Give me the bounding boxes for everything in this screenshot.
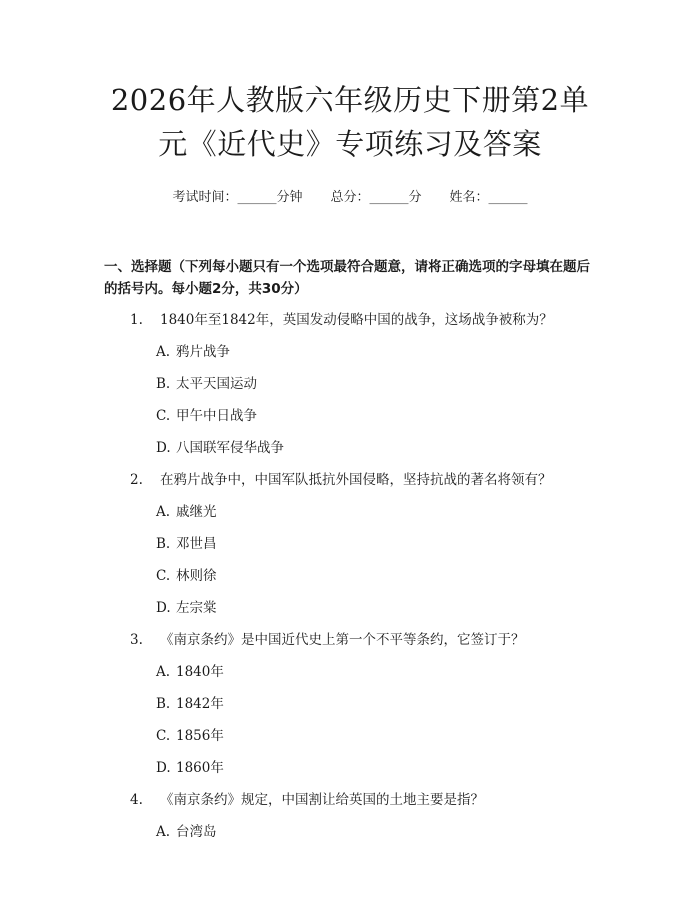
question-number: 3.: [130, 632, 143, 648]
question-number: 4.: [130, 792, 143, 808]
option-text: 甲午中日战争: [176, 408, 257, 424]
option-3b: [104, 693, 596, 716]
option-letter: C.: [156, 568, 171, 584]
option-text: 鸦片战争: [176, 344, 230, 360]
name-field: 姓名：______: [449, 190, 528, 205]
option-letter: C.: [156, 728, 171, 744]
option-1c: [104, 405, 596, 428]
page-title: 2026年人教版六年级历史下册第2单元《近代史》专项练习及答案: [110, 83, 590, 161]
option-text: 台湾岛: [176, 824, 217, 840]
option-text: 1860年: [176, 760, 224, 776]
option-text: 林则徐: [176, 568, 217, 584]
option-text: 1842年: [176, 696, 224, 712]
option-3d: [104, 757, 596, 780]
question-1: [104, 309, 596, 332]
question-text: 《南京条约》规定，中国割让给英国的土地主要是指？: [160, 792, 484, 808]
option-1d: [104, 437, 596, 460]
option-text: 戚继光: [176, 504, 217, 520]
option-2b: [104, 533, 596, 556]
option-letter: A.: [156, 504, 171, 520]
question-number: 2.: [130, 472, 143, 488]
question-number: 1.: [130, 312, 143, 328]
option-letter: D.: [156, 760, 171, 776]
exam-time-field: 考试时间：______分钟: [172, 190, 303, 205]
section-heading: 一、选择题（下列每小题只有一个选项最符合题意，请将正确选项的字母填在题后的括号内。每小题2分，共30分）: [104, 259, 590, 297]
option-text: 邓世昌: [176, 536, 217, 552]
option-text: 左宗棠: [176, 600, 217, 616]
option-letter: B.: [156, 696, 171, 712]
option-letter: A.: [156, 824, 171, 840]
option-letter: D.: [156, 440, 171, 456]
option-letter: B.: [156, 376, 171, 392]
option-letter: B.: [156, 536, 171, 552]
question-4: [104, 789, 596, 812]
option-text: 1856年: [176, 728, 224, 744]
option-3a: [104, 661, 596, 684]
option-letter: C.: [156, 408, 171, 424]
question-text: 1840年至1842年，英国发动侵略中国的战争，这场战争被称为？: [160, 312, 553, 328]
option-text: 八国联军侵华战争: [176, 440, 284, 456]
option-1b: [104, 373, 596, 396]
option-2c: [104, 565, 596, 588]
total-score-field: 总分：______分: [330, 190, 422, 205]
question-text: 在鸦片战争中，中国军队抵抗外国侵略，坚持抗战的著名将领有？: [160, 472, 552, 488]
option-3c: [104, 725, 596, 748]
question-2: [104, 469, 596, 492]
option-text: 1840年: [176, 664, 224, 680]
option-1a: [104, 341, 596, 364]
question-text: 《南京条约》是中国近代史上第一个不平等条约，它签订于？: [160, 632, 525, 648]
question-3: [104, 629, 596, 652]
option-2d: [104, 597, 596, 620]
option-4a: [104, 821, 596, 844]
exam-meta: [104, 188, 596, 208]
option-2a: [104, 501, 596, 524]
option-letter: D.: [156, 600, 171, 616]
option-text: 太平天国运动: [176, 376, 257, 392]
option-letter: A.: [156, 664, 171, 680]
option-letter: A.: [156, 344, 171, 360]
